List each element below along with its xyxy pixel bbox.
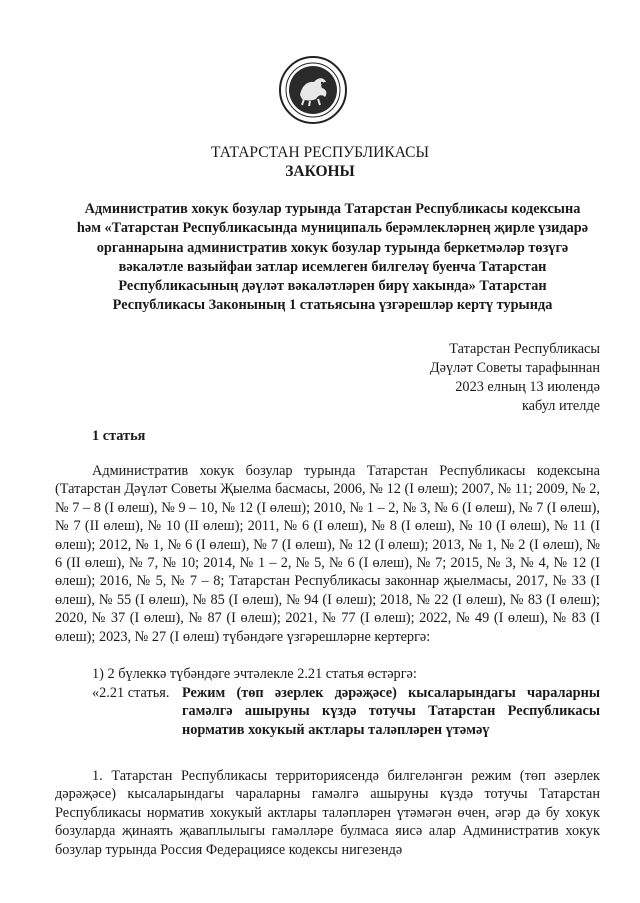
- republic-heading: ТАТАРСТАН РЕСПУБЛИКАСЫ: [211, 144, 429, 161]
- adoption-line: Дәүләт Советы тарафыннан: [429, 360, 600, 376]
- adoption-block: [380, 340, 600, 416]
- adoption-line: Татарстан Республикасы: [449, 341, 600, 357]
- article-title: 1 статья: [92, 428, 146, 444]
- title-line: һәм «Татарстан Республикасында муниципаль берәмлекләрнең җирле үзидарә: [76, 220, 589, 237]
- title-line: Республикасы Законының 1 статьясына үзгәрешләр кертү турында: [112, 297, 553, 314]
- title-line: вәкаләтле вазыйфаи затлар исемлеген билгеләү буенча Татарстан: [118, 258, 547, 275]
- paragraph-last: 1. Татарстан Республикасы территориясендә билгеләнгән режим (төп әзерлек дәрәҗәсе) кысаларындагы чараларны гамәлгә ашыруны күздә тотучы Татарстан Республикасы норматив хокукый актлары таләпләрен үтәмәгән өчен, әгәр дә бу хокук бозуларда җинаять җаваплылыгы гамәлләре булмаса яисә алар Административ хокук бозулар турында Россия Федерациясе кодексы нигезендә: [55, 768, 600, 858]
- adoption-line: кабул ителде: [521, 398, 600, 414]
- new-article-label: «2.21 статья.: [92, 685, 170, 701]
- new-article-heading: Режим (төп әзерлек дәрәҗәсе) кысаларындагы чараларны гамәлгә ашыруны күздә тотучы Татарстан Республикасы норматив хокукый актлары таләпләрен үтәмәү: [182, 685, 600, 738]
- paragraph-amendments: Административ хокук бозулар турында Татарстан Республикасы кодексына (Татарстан Дәүләт Советы Җыелма басмасы, 2006, № 12 (I өлеш); 2007, № 11; 2009, № 2, № 7 – 8 (I өлеш), № 9 – 10, № 12 (I өлеш); 2010, № 1 – 2, № 3, № 6 (I өлеш), № 7 (I өлеш), № 7 (II өлеш), № 10 (II өлеш); 2011, № 6 (I өлеш), № 8 (I өлеш), № 10 (I өлеш), № 11 (I өлеш); 2012, № 1, № 6 (I өлеш), № 7 (I өлеш), № 12 (I өлеш); 2013, № 1, № 2 (I өлеш), № 6 (II өлеш), № 7, № 10; 2014, № 1 – 2, № 5, № 6 (I өлеш), № 7; 2015, № 3, № 4, № 12 (I өлеш); 2016, № 5, № 7 – 8; Татарстан Республикасы законнар җыелмасы, 2017, № 33 (I өлеш), № 55 (I өлеш), № 85 (I өлеш), № 94 (I өлеш); 2018, № 22 (I өлеш), № 83 (I өлеш); 2020, № 37 (I өлеш), № 87 (I өлеш); 2021, № 77 (I өлеш); 2022, № 49 (I өлеш), № 83 (I өлеш); 2023, № 27 (I өлеш) түбәндәге үзгәрешләрне кертергә:: [55, 463, 600, 645]
- tatarstan-emblem-icon: [278, 55, 348, 125]
- new-article: [92, 684, 600, 739]
- title-line: органнарына административ хокук бозулар турында беркетмәләр төзүгә: [96, 239, 569, 256]
- law-title: [50, 200, 615, 316]
- law-heading: ЗАКОНЫ: [285, 163, 355, 180]
- title-line: Административ хокук бозулар турында Татарстан Республикасы кодексына: [84, 201, 581, 217]
- item-1: 1) 2 бүлеккә түбәндәге эчтәлекле 2.21 статья өстәргә:: [92, 666, 417, 682]
- adoption-line: 2023 елның 13 июлендә: [455, 379, 600, 395]
- title-line: Республикасының дәүләт вәкаләтләрен бирү хакында» Татарстан: [118, 278, 547, 295]
